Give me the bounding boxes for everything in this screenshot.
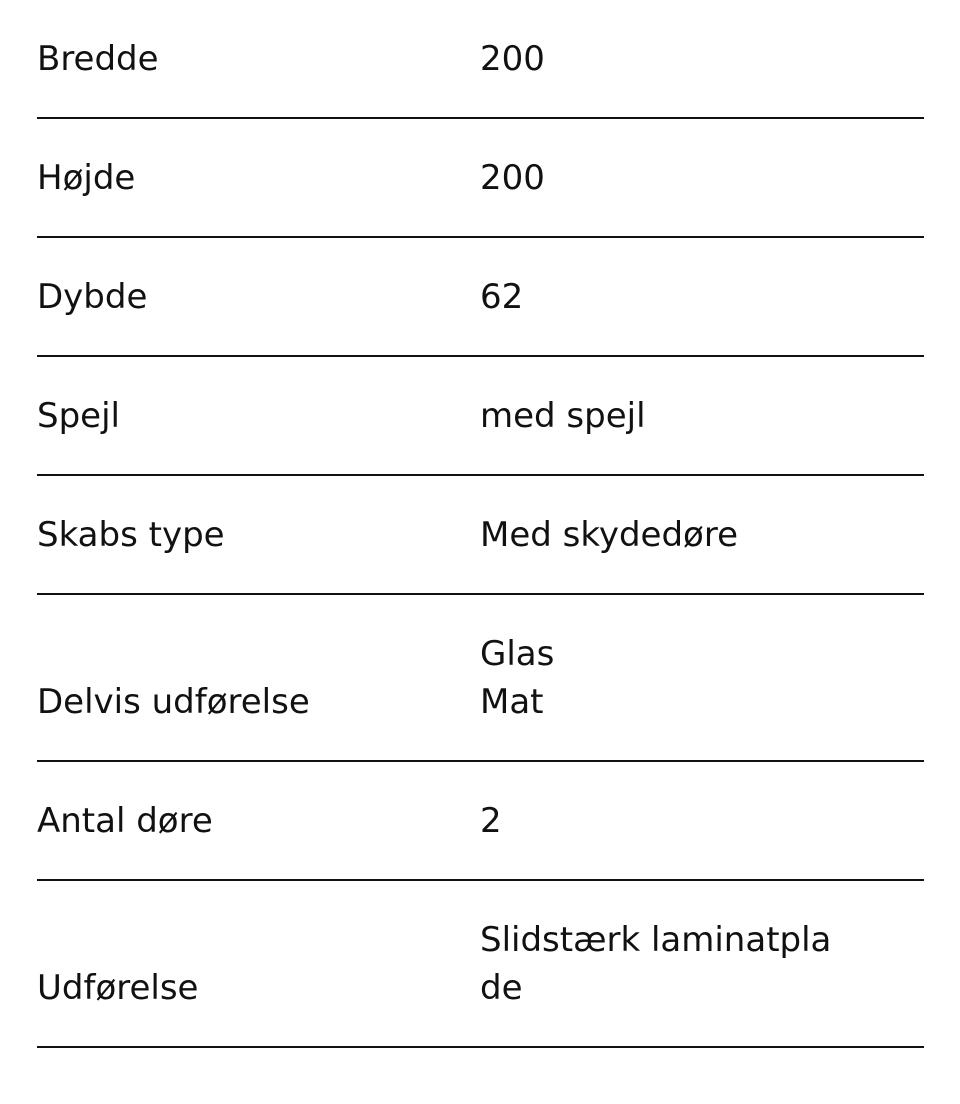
spec-label: Spejl [37, 395, 120, 436]
spec-row-delvis-udforelse [37, 595, 924, 762]
spec-value [480, 35, 924, 83]
spec-row-dybde [37, 238, 924, 357]
spec-value [480, 392, 924, 440]
spec-row-antal-dore [37, 762, 924, 881]
spec-value [480, 154, 924, 202]
spec-value-line: Med skydedøre [480, 514, 738, 555]
product-spec-table [37, 0, 924, 1048]
spec-row-hojde [37, 119, 924, 238]
spec-value [480, 630, 924, 726]
spec-value-line: med spejl [480, 395, 646, 436]
spec-value [480, 511, 924, 559]
spec-value-line: Slidstærk laminatpla [480, 919, 832, 960]
spec-label: Antal døre [37, 800, 213, 841]
spec-value-line: Mat [480, 681, 544, 722]
spec-row-spejl [37, 357, 924, 476]
spec-value-line: 200 [480, 38, 545, 79]
spec-row-bredde [37, 0, 924, 119]
spec-value-line: 62 [480, 276, 524, 317]
spec-value-line: Glas [480, 633, 555, 674]
spec-row-skabs-type [37, 476, 924, 595]
spec-value-line: 200 [480, 157, 545, 198]
spec-value [480, 916, 924, 1012]
spec-label: Bredde [37, 38, 159, 79]
spec-label: Skabs type [37, 514, 225, 555]
spec-label: Højde [37, 157, 136, 198]
spec-value-line: 2 [480, 800, 502, 841]
spec-label: Delvis udførelse [37, 682, 310, 722]
spec-value [480, 797, 924, 845]
spec-value-line: de [480, 967, 523, 1008]
spec-row-udforelse [37, 881, 924, 1048]
spec-label: Dybde [37, 276, 148, 317]
spec-value [480, 273, 924, 321]
spec-label: Udførelse [37, 968, 199, 1008]
